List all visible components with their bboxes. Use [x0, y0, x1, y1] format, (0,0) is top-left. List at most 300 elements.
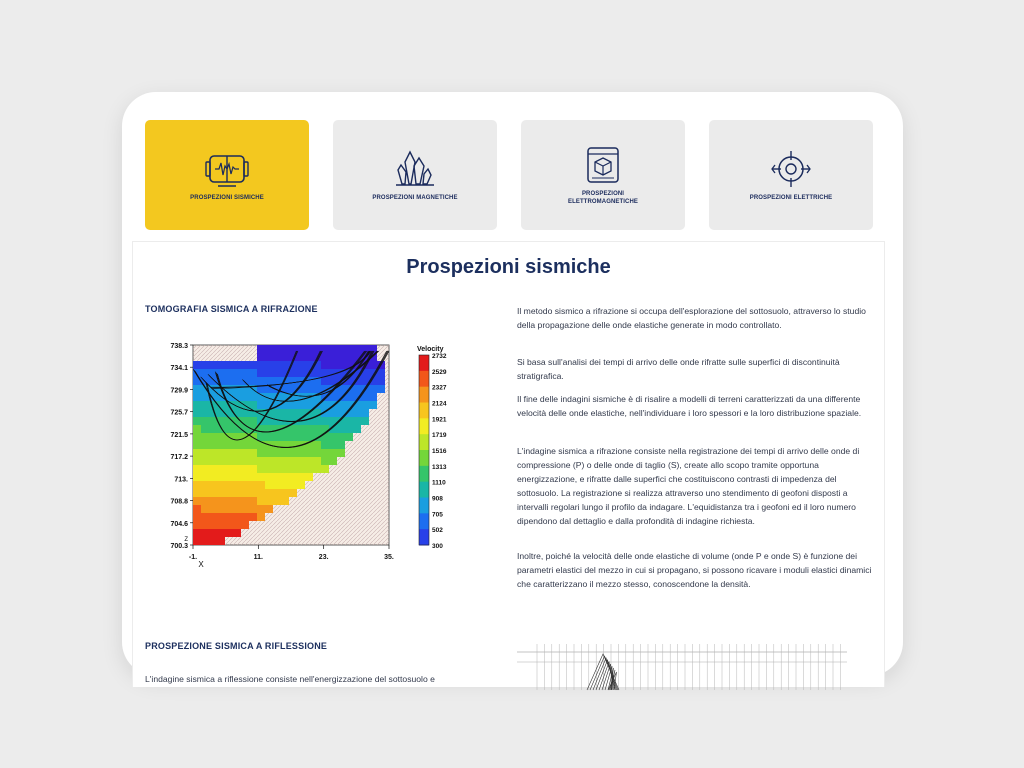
velocity-cell [201, 513, 209, 521]
velocity-cell [329, 353, 337, 361]
velocity-cell [193, 497, 201, 505]
colorbar-swatch [419, 513, 429, 529]
velocity-cell [377, 385, 385, 393]
velocity-cell [241, 473, 249, 481]
content-panel [132, 241, 885, 687]
seismograph-icon [204, 148, 250, 190]
velocity-cell [217, 529, 225, 537]
velocity-cell [273, 369, 281, 377]
velocity-cell [313, 449, 321, 457]
velocity-cell [305, 345, 313, 353]
x-tick-label: 11. [253, 554, 264, 561]
velocity-cell [241, 401, 249, 409]
velocity-cell [321, 465, 329, 473]
velocity-cell [337, 345, 345, 353]
velocity-cell [289, 465, 297, 473]
colorbar-tick-label: 1110 [432, 479, 446, 487]
velocity-cell [321, 457, 329, 465]
velocity-cell [249, 393, 257, 401]
velocity-cell [289, 489, 297, 497]
velocity-cell [193, 481, 201, 489]
velocity-cell [297, 425, 305, 433]
velocity-cell [257, 465, 265, 473]
velocity-cell [225, 489, 233, 497]
velocity-cell [289, 481, 297, 489]
velocity-cell [289, 425, 297, 433]
y-tick-label: 729.9 [170, 387, 188, 395]
velocity-cell [193, 465, 201, 473]
velocity-cell [209, 537, 217, 545]
velocity-cell [257, 345, 265, 353]
velocity-cell [233, 521, 241, 529]
tab-prospezioni-elettriche[interactable] [709, 120, 873, 230]
velocity-cell [241, 361, 249, 369]
velocity-cell [249, 449, 257, 457]
velocity-cell [249, 441, 257, 449]
velocity-cell [321, 353, 329, 361]
colorbar-swatch [419, 418, 429, 434]
velocity-cell [281, 353, 289, 361]
velocity-cell [289, 409, 297, 417]
colorbar-swatch [419, 450, 429, 466]
velocity-cell [377, 377, 385, 385]
colorbar-swatch [419, 434, 429, 450]
velocity-cell [297, 361, 305, 369]
velocity-cell [345, 433, 353, 441]
colorbar-tick-label: 2327 [432, 384, 447, 392]
velocity-cell [201, 529, 209, 537]
velocity-cell [225, 449, 233, 457]
velocity-cell [281, 473, 289, 481]
velocity-cell [257, 457, 265, 465]
velocity-cell [257, 433, 265, 441]
velocity-cell [209, 441, 217, 449]
tab-label: PROSPEZIONI SISMICHE [190, 195, 264, 201]
y-axis-marker: Z [184, 537, 188, 543]
velocity-cell [305, 425, 313, 433]
velocity-cell [209, 465, 217, 473]
velocity-cell [217, 489, 225, 497]
velocity-cell [265, 465, 273, 473]
target-arrows-icon [768, 148, 814, 190]
map-cube-icon [580, 144, 626, 186]
velocity-cell [313, 385, 321, 393]
colorbar-swatch [419, 466, 429, 482]
velocity-cell [313, 425, 321, 433]
velocity-cell [249, 489, 257, 497]
velocity-cell [217, 505, 225, 513]
velocity-cell [249, 401, 257, 409]
velocity-cell [209, 377, 217, 385]
velocity-cell [257, 353, 265, 361]
velocity-cell [265, 505, 273, 513]
velocity-cell [265, 433, 273, 441]
colorbar-title: Velocity [417, 346, 444, 353]
velocity-cell [257, 361, 265, 369]
velocity-cell [249, 513, 257, 521]
velocity-cell [201, 497, 209, 505]
x-tick-label: -1. [188, 554, 198, 561]
velocity-cell [273, 377, 281, 385]
velocity-cell [257, 377, 265, 385]
velocity-cell [193, 425, 201, 433]
colorbar-swatch [419, 498, 429, 514]
section-title-refraction: TOMOGRAFIA SISMICA A RIFRAZIONE [145, 304, 318, 314]
velocity-cell [217, 481, 225, 489]
velocity-cell [233, 513, 241, 521]
velocity-cell [305, 385, 313, 393]
velocity-cell [329, 441, 337, 449]
colorbar-tick-label: 2529 [432, 368, 447, 376]
y-tick-label: 713. [174, 476, 188, 484]
velocity-cell [217, 497, 225, 505]
velocity-cell [217, 361, 225, 369]
velocity-cell [225, 497, 233, 505]
section-title-reflection: PROSPEZIONE SISMICA A RIFLESSIONE [145, 641, 328, 651]
velocity-cell [225, 441, 233, 449]
velocity-cell [273, 361, 281, 369]
velocity-cell [249, 417, 257, 425]
velocity-cell [241, 513, 249, 521]
velocity-cell [289, 457, 297, 465]
velocity-cell [233, 481, 241, 489]
velocity-cell [225, 521, 233, 529]
velocity-cell [241, 505, 249, 513]
y-tick-label: 717.2 [170, 454, 188, 462]
velocity-cell [265, 377, 273, 385]
velocity-cell [257, 481, 265, 489]
velocity-cell [241, 489, 249, 497]
colorbar-swatch [419, 355, 429, 371]
colorbar-tick-label: 300 [432, 543, 443, 550]
velocity-cell [337, 353, 345, 361]
velocity-cell [337, 425, 345, 433]
velocity-cell [273, 457, 281, 465]
velocity-cell [193, 457, 201, 465]
velocity-cell [193, 505, 201, 513]
colorbar-tick-label: 2124 [432, 400, 447, 408]
velocity-cell [305, 401, 313, 409]
velocity-cell [249, 465, 257, 473]
velocity-cell [369, 361, 377, 369]
velocity-cell [297, 369, 305, 377]
velocity-cell [193, 513, 201, 521]
velocity-cell [281, 481, 289, 489]
colorbar-tick-label: 1516 [432, 448, 447, 455]
velocity-cell [249, 377, 257, 385]
y-tick-label: 721.5 [170, 431, 188, 439]
velocity-cell [193, 417, 201, 425]
velocity-cell [193, 361, 201, 369]
velocity-cell [281, 465, 289, 473]
velocity-cell [361, 417, 369, 425]
paragraph: Inoltre, poiché la velocità delle onde elastiche di volume (onde P e onde S) è funzione dei parametri elastici del mezzo in cui si propagano, si possono ricavare i moduli elastici dinamici che caratterizzano il mezzo stesso, conoscendone la densità. [517, 551, 872, 589]
velocity-cell [273, 409, 281, 417]
x-tick-label: 35. [384, 554, 394, 561]
colorbar-tick-label: 1719 [432, 432, 447, 440]
velocity-cell [297, 433, 305, 441]
velocity-cell [225, 505, 233, 513]
crystal-icon [392, 148, 438, 190]
velocity-cell [241, 417, 249, 425]
velocity-cell [369, 393, 377, 401]
tab-label: PROSPEZIONI MAGNETICHE [372, 195, 458, 201]
velocity-cell [201, 441, 209, 449]
velocity-cell [297, 481, 305, 489]
velocity-cell [329, 361, 337, 369]
velocity-cell [241, 497, 249, 505]
velocity-cell [329, 433, 337, 441]
velocity-cell [249, 497, 257, 505]
velocity-cell [305, 433, 313, 441]
velocity-cell [281, 449, 289, 457]
velocity-cell [361, 401, 369, 409]
colorbar-swatch [419, 371, 429, 387]
velocity-cell [297, 465, 305, 473]
velocity-cell [225, 457, 233, 465]
velocity-cell [257, 513, 265, 521]
velocity-cell [289, 433, 297, 441]
velocity-cell [345, 353, 353, 361]
colorbar-swatch [419, 387, 429, 403]
velocity-cell [281, 457, 289, 465]
velocity-cell [241, 449, 249, 457]
velocity-cell [289, 401, 297, 409]
velocity-cell [209, 505, 217, 513]
velocity-cell [313, 369, 321, 377]
velocity-cell [225, 473, 233, 481]
velocity-cell [289, 369, 297, 377]
velocity-cell [201, 433, 209, 441]
y-tick-label: 708.8 [170, 498, 188, 506]
y-tick-label: 725.7 [170, 409, 188, 417]
velocity-cell [233, 361, 241, 369]
velocity-cell [297, 353, 305, 361]
velocity-cell [289, 377, 297, 385]
velocity-cell [217, 457, 225, 465]
velocity-cell [209, 489, 217, 497]
velocity-cell [265, 481, 273, 489]
velocity-cell [193, 489, 201, 497]
tab-prospezioni-sismiche[interactable] [145, 120, 309, 230]
colorbar-tick-label: 1921 [432, 416, 447, 424]
velocity-cell [241, 457, 249, 465]
section-text: L'indagine sismica a riflessione consiste nell'energizzazione del sottosuolo e [145, 674, 435, 684]
velocity-cell [345, 345, 353, 353]
velocity-cell [273, 353, 281, 361]
velocity-cell [257, 489, 265, 497]
velocity-cell [233, 441, 241, 449]
velocity-cell [353, 417, 361, 425]
velocity-cell [297, 457, 305, 465]
velocity-cell [353, 425, 361, 433]
velocity-cell [217, 441, 225, 449]
velocity-cell [273, 465, 281, 473]
tomography-chart [149, 337, 469, 577]
velocity-cell [209, 457, 217, 465]
velocity-cell [233, 473, 241, 481]
paragraph: Il fine delle indagini sismiche è di risalire a modelli di terreni caratterizzati da una differente velocità delle onde elastiche, nell'individuare i loro spessori e la loro distribuzione spaziale. [517, 394, 862, 418]
velocity-cell [281, 497, 289, 505]
velocity-cell [281, 361, 289, 369]
velocity-cell [241, 521, 249, 529]
velocity-cell [225, 529, 233, 537]
velocity-cell [201, 465, 209, 473]
velocity-cell [305, 353, 313, 361]
velocity-cell [273, 481, 281, 489]
velocity-cell [281, 345, 289, 353]
velocity-cell [265, 353, 273, 361]
colorbar-swatch [419, 403, 429, 419]
velocity-cell [273, 497, 281, 505]
velocity-cell [209, 513, 217, 521]
velocity-cell [193, 529, 201, 537]
velocity-cell [201, 417, 209, 425]
y-tick-label: 738.3 [170, 343, 188, 350]
velocity-cell [345, 425, 353, 433]
velocity-cell [361, 409, 369, 417]
velocity-cell [193, 449, 201, 457]
velocity-cell [201, 489, 209, 497]
velocity-cell [273, 473, 281, 481]
velocity-cell [233, 457, 241, 465]
velocity-cell [305, 449, 313, 457]
colorbar-tick-label: 2732 [432, 353, 447, 360]
velocity-cell [313, 465, 321, 473]
colorbar-swatch [419, 482, 429, 498]
tab-prospezioni-magnetiche[interactable] [333, 120, 497, 230]
colorbar-tick-label: 908 [432, 495, 443, 503]
velocity-cell [209, 529, 217, 537]
velocity-cell [209, 425, 217, 433]
velocity-cell [249, 369, 257, 377]
velocity-cell [193, 441, 201, 449]
y-tick-label: 700.3 [170, 543, 188, 550]
velocity-cell [297, 473, 305, 481]
velocity-cell [201, 401, 209, 409]
velocity-cell [369, 401, 377, 409]
velocity-cell [265, 497, 273, 505]
tab-prospezioni-elettromagnetiche[interactable] [521, 120, 685, 230]
velocity-cell [193, 393, 201, 401]
velocity-cell [257, 393, 265, 401]
tab-label: PROSPEZIONI ELETTRICHE [749, 195, 833, 201]
velocity-cell [265, 345, 273, 353]
velocity-cell [297, 401, 305, 409]
velocity-cell [233, 377, 241, 385]
velocity-cell [281, 409, 289, 417]
velocity-cell [249, 505, 257, 513]
velocity-cell [233, 449, 241, 457]
velocity-cell [201, 361, 209, 369]
velocity-cell [257, 449, 265, 457]
velocity-cell [193, 385, 201, 393]
velocity-cell [233, 505, 241, 513]
velocity-cell [329, 449, 337, 457]
velocity-cell [193, 473, 201, 481]
velocity-cell [225, 361, 233, 369]
velocity-cell [217, 465, 225, 473]
velocity-cell [265, 449, 273, 457]
velocity-cell [193, 433, 201, 441]
velocity-cell [225, 369, 233, 377]
velocity-cell [241, 377, 249, 385]
velocity-cell [257, 401, 265, 409]
velocity-cell [241, 465, 249, 473]
velocity-cell [209, 361, 217, 369]
velocity-cell [225, 465, 233, 473]
velocity-cell [257, 473, 265, 481]
velocity-cell [209, 449, 217, 457]
velocity-cell [337, 361, 345, 369]
velocity-cell [337, 441, 345, 449]
velocity-cell [217, 409, 225, 417]
velocity-cell [249, 361, 257, 369]
velocity-cell [281, 433, 289, 441]
paragraph: L'indagine sismica a rifrazione consiste nella registrazione dei tempi di arrivo delle onde di compressione (P) o delle onde di taglio (S), create allo scopo tramite opportuna energizzazione, e rifratte dalle superfici che costituiscono contrasti di impedenza del sottosuolo. La registrazione si realizza attraverso uno stendimento di geofoni disposti a intervalli regolari lungo il profilo da indagare. L'equidistanza tra i geofoni ed il loro numero dipendono dal dettaglio e dalla profondità di indagine richiesta. [517, 446, 860, 526]
reflection-section-image [517, 640, 847, 690]
velocity-cell [289, 449, 297, 457]
velocity-cell [329, 457, 337, 465]
velocity-cell [201, 369, 209, 377]
velocity-cell [265, 473, 273, 481]
x-tick-label: 23. [318, 554, 329, 561]
velocity-cell [273, 449, 281, 457]
velocity-cell [273, 489, 281, 497]
velocity-cell [273, 441, 281, 449]
velocity-cell [233, 369, 241, 377]
velocity-cell [201, 505, 209, 513]
velocity-cell [281, 489, 289, 497]
velocity-cell [233, 465, 241, 473]
velocity-cell [289, 473, 297, 481]
velocity-cell [313, 441, 321, 449]
velocity-cell [265, 369, 273, 377]
velocity-cell [337, 433, 345, 441]
velocity-cell [241, 481, 249, 489]
velocity-cell [329, 345, 337, 353]
colorbar-tick-label: 705 [432, 511, 443, 519]
velocity-cell [201, 473, 209, 481]
velocity-cell [353, 345, 361, 353]
velocity-cell [209, 481, 217, 489]
velocity-cell [241, 393, 249, 401]
velocity-cell [209, 521, 217, 529]
velocity-cell [369, 385, 377, 393]
velocity-cell [233, 385, 241, 393]
velocity-cell [265, 489, 273, 497]
paragraph: Il metodo sismico a rifrazione si occupa dell'esplorazione del sottosuolo, attraverso lo studio della propagazione delle onde elastiche generate in modo controllato. [517, 306, 866, 330]
velocity-cell [233, 529, 241, 537]
main-card [122, 92, 903, 684]
velocity-cell [305, 473, 313, 481]
velocity-cell [217, 473, 225, 481]
velocity-cell [265, 457, 273, 465]
velocity-cell [225, 481, 233, 489]
velocity-cell [193, 521, 201, 529]
colorbar-tick-label: 502 [432, 527, 443, 535]
velocity-cell [297, 449, 305, 457]
velocity-cell [273, 433, 281, 441]
velocity-cell [217, 433, 225, 441]
velocity-cell [321, 449, 329, 457]
velocity-cell [209, 473, 217, 481]
velocity-cell [241, 441, 249, 449]
paragraph: Si basa sull'analisi dei tempi di arrivo delle onde rifratte sulle superfici di discontinuità stratigrafica. [517, 357, 840, 381]
velocity-cell [321, 441, 329, 449]
velocity-cell [193, 409, 201, 417]
velocity-cell [225, 425, 233, 433]
